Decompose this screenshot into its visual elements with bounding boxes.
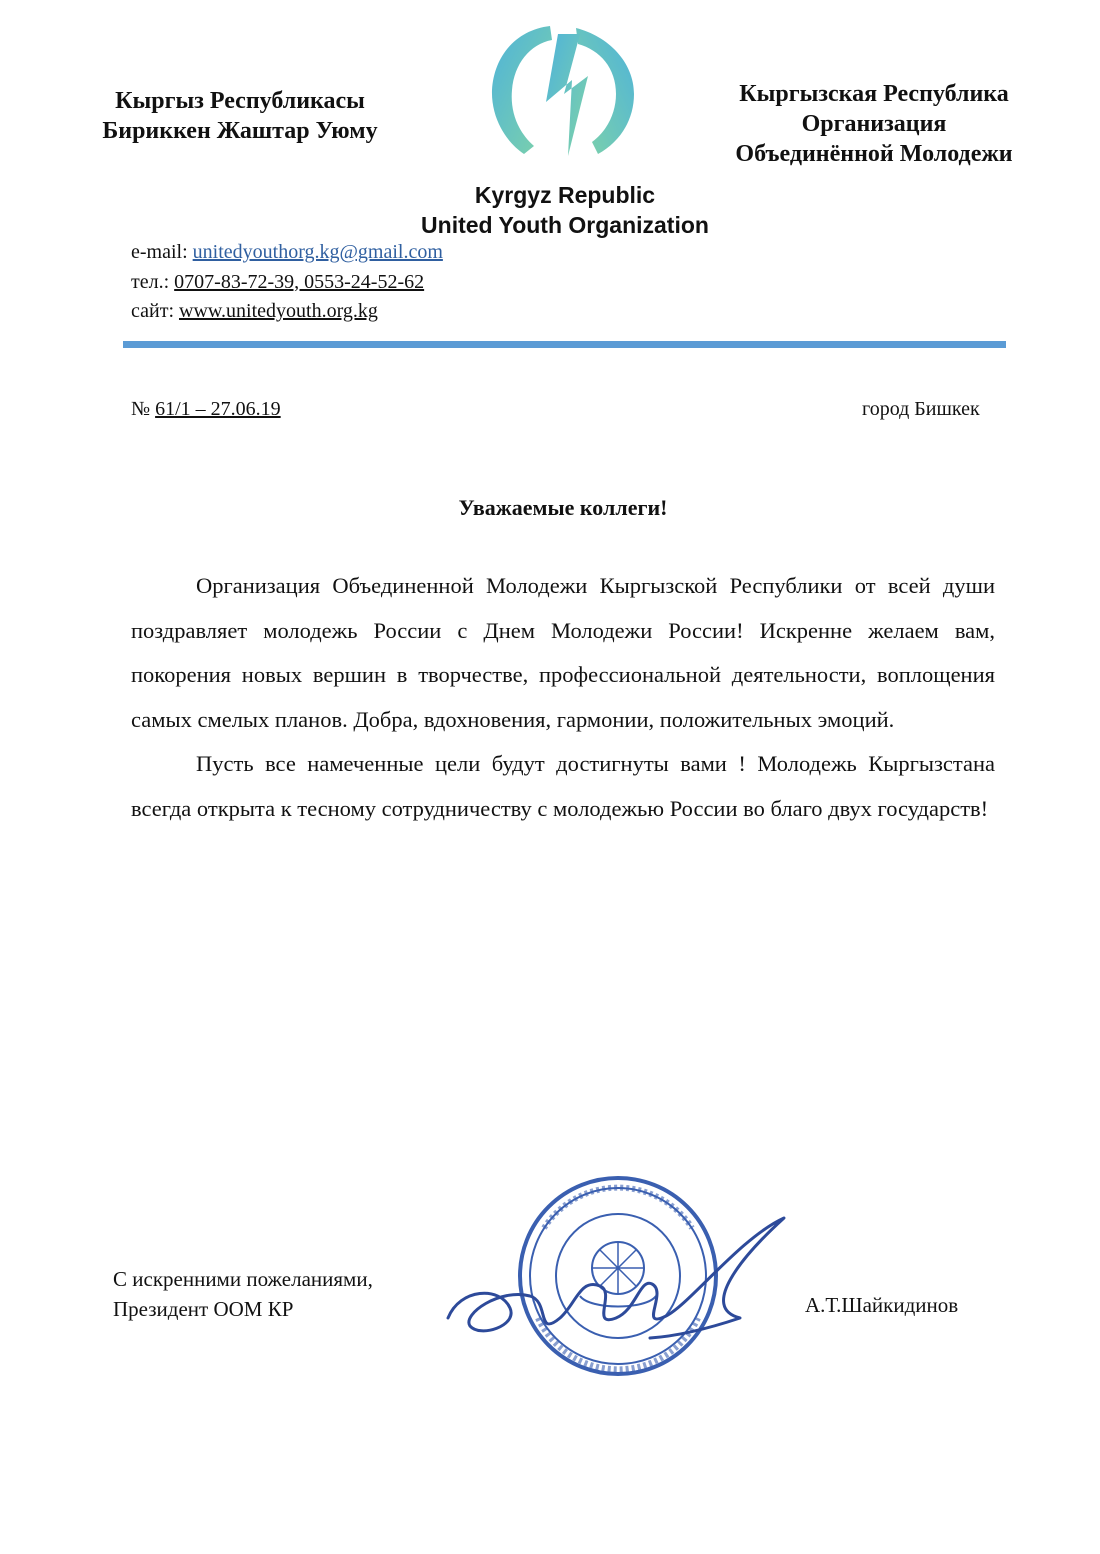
header-right-line1: Кыргызская Республика — [739, 81, 1009, 107]
header-divider — [123, 341, 1006, 348]
stamp-signature-icon — [440, 1168, 790, 1383]
closing-line1: С искренними пожеланиями, — [113, 1267, 373, 1291]
signer-name: А.Т.Шайкидинов — [805, 1293, 959, 1317]
signature-icon — [448, 1218, 784, 1338]
document-city: город Бишкек — [862, 398, 980, 420]
site-label: сайт: — [131, 300, 179, 322]
body-paragraph-1: Организация Объединенной Молодежи Кыргызской Республики от всей души поздравляет молодежь России с Днем Молодежи России! Искренне желаем вам, покорения новых вершин в творчестве, профессиональной деятельности, воплощения самых смелых планов. Добра, вдохновения, гармонии, положительных эмоций. — [131, 573, 995, 732]
reference-prefix: № — [131, 398, 156, 420]
closing-block — [113, 1264, 373, 1324]
phone-label: тел.: — [131, 270, 175, 293]
phone-value: 0707-83-72-39, 0553-24-52-62 — [174, 270, 425, 293]
header-right-line2: Организация — [801, 111, 947, 137]
document-reference — [131, 398, 281, 421]
header-right-line3: Объединённой Молодежи — [735, 141, 1013, 167]
closing-line2: Президент ООМ КР — [113, 1297, 294, 1321]
organization-logo-icon — [488, 20, 638, 160]
email-link[interactable]: unitedyouthorg.kg@gmail.com — [192, 241, 443, 263]
reference-number: 61/1 – 27.06.19 — [155, 398, 281, 420]
site-link[interactable]: www.unitedyouth.org.kg — [179, 300, 378, 322]
contact-block — [131, 238, 443, 327]
salutation: Уважаемые коллеги! — [458, 495, 668, 520]
site-line — [131, 297, 443, 327]
header-left-block — [80, 86, 400, 146]
header-center-line1: Kyrgyz Republic — [474, 182, 656, 208]
seal-icon — [520, 1178, 716, 1374]
header-center-block — [340, 180, 790, 240]
header-center-line2: United Youth Organization — [421, 212, 709, 238]
letter-body — [131, 564, 995, 831]
header-left-line1: Кыргыз Республикасы — [115, 88, 365, 114]
header-right-block — [712, 79, 1036, 169]
email-label: e-mail: — [131, 241, 193, 263]
email-line — [131, 238, 443, 268]
phone-line — [131, 268, 443, 298]
body-paragraph-2: Пусть все намеченные цели будут достигнуты вами ! Молодежь Кыргызстана всегда открыта к тесному сотрудничеству с молодежью России во благо двух государств! — [131, 751, 995, 821]
header-left-line2: Бириккен Жаштар Уюму — [102, 118, 378, 144]
